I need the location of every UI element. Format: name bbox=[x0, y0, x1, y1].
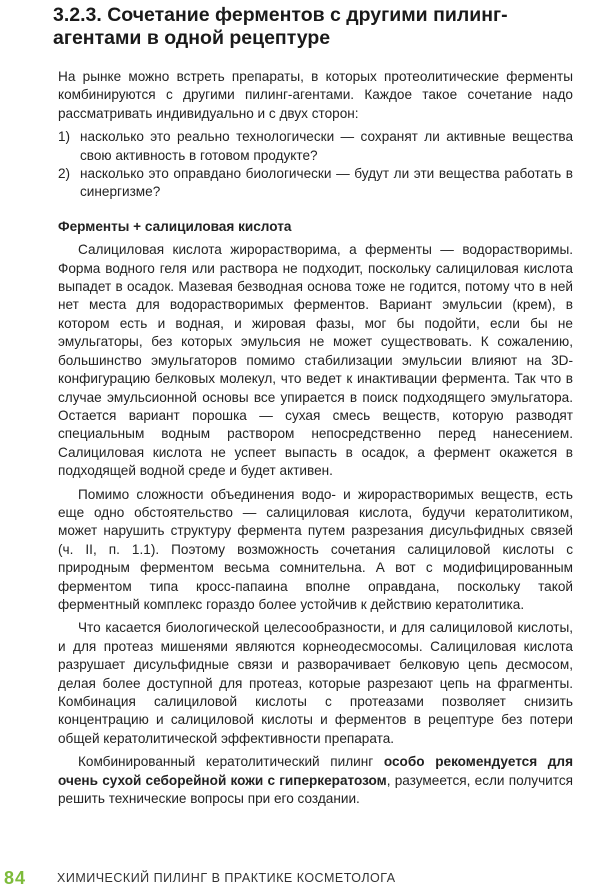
section-heading-line1: 3.2.3. Сочетание ферментов с другими пилинг- bbox=[53, 4, 508, 26]
page-number: 84 bbox=[4, 868, 27, 888]
paragraph-2: Помимо сложности объединения водо- и жирорастворимых веществ, есть еще одно обстоятельство — салициловая кислота, будучи кератолитиком, может нарушить структуру фермента путем разрезания дисульфидных связей (ч. II, п. 1.1). Поэтому возможность сочетания салициловой кислоты с природным ферментом весьма сомнительна. А вот с модифицированным ферментом типа кросс-папаина вполне оправдана, поскольку такой ферментный комплекс гораздо более устойчив к действию кератолитика. bbox=[58, 486, 573, 612]
list-item-text: насколько это оправдано биологически — будут ли эти вещества работать в синергизме? bbox=[80, 166, 573, 200]
paragraph-1: Салициловая кислота жирорастворима, а ферменты — водорастворимы. Форма водного геля или раствора не подходит, поскольку салициловая кислота выпадет в осадок. Мазевая безводная основа тоже не годится, потому что в ней нет места для водорастворимых ферментов. Вариант эмульсии (крем), в котором есть и водная, и жировая фазы, мог бы подойти, если бы не эмульгаторы, без которых эмульсия не может существовать. К сожалению, большинство эмульгаторов помимо стабилизации эмульсии влияют на 3D-конфигурацию белковых молекул, что ведет к инактивации фермента. Так что в случае эмульсионной основы все упирается в поиск подходящего эмульгатора. Остается вариант порошка — сухая смесь веществ, которую разводят специальным водным раствором непосредственно перед нанесением. Салициловая кислота не успеет выпасть в осадок, а фермент окажется в подходящей водной среде и будет активен. bbox=[58, 242, 573, 479]
criteria-list bbox=[58, 128, 573, 202]
page-content bbox=[58, 68, 573, 813]
running-title: ХИМИЧЕСКИЙ ПИЛИНГ В ПРАКТИКЕ КОСМЕТОЛОГА bbox=[57, 871, 396, 885]
list-item-text: насколько это реально технологически — сохранят ли активные вещества свою активность в готовом продукте? bbox=[80, 129, 573, 163]
section-heading-line2: агентами в одной рецептуре bbox=[53, 27, 331, 49]
section-heading bbox=[53, 4, 573, 50]
list-item-number: 2) bbox=[58, 166, 71, 182]
list-item bbox=[58, 128, 573, 165]
paragraph-3: Что касается биологической целесообразности, и для салициловой кислоты, и для протеаз мишенями являются корнеодесмосомы. Салициловая кислота разрушает дисульфидные связи и разворачивает белковую цепь десмосом, делая более доступной для протеаз, которые разрезают цепь на фрагменты. Комбинация салициловой кислоты с протеазами позволяет снизить концентрацию и салициловой кислоты и ферментов в рецептуре без потери общей кератолитической эффективности препарата. bbox=[58, 620, 573, 746]
list-item-number: 1) bbox=[58, 129, 71, 145]
intro-paragraph: На рынке можно встреть препараты, в которых протеолитические ферменты комбинируются с другими пилинг-агентами. Каждое такое сочетание надо рассматривать индивидуально и с двух сторон: bbox=[58, 69, 573, 121]
paragraph-4-start: Комбинированный кератолитический пилинг bbox=[78, 754, 384, 770]
paragraph-4-emphasis: особо рекомендуется для очень сухой себорейной кожи с гиперкератозом bbox=[58, 754, 573, 788]
paragraph-4 bbox=[58, 753, 573, 808]
paragraph-4-end: , разумеется, если получится решить технические вопросы при его создании. bbox=[58, 772, 573, 807]
list-item bbox=[58, 165, 573, 202]
subsection-heading: Ферменты + салициловая кислота bbox=[58, 218, 292, 234]
page-footer bbox=[0, 868, 590, 890]
